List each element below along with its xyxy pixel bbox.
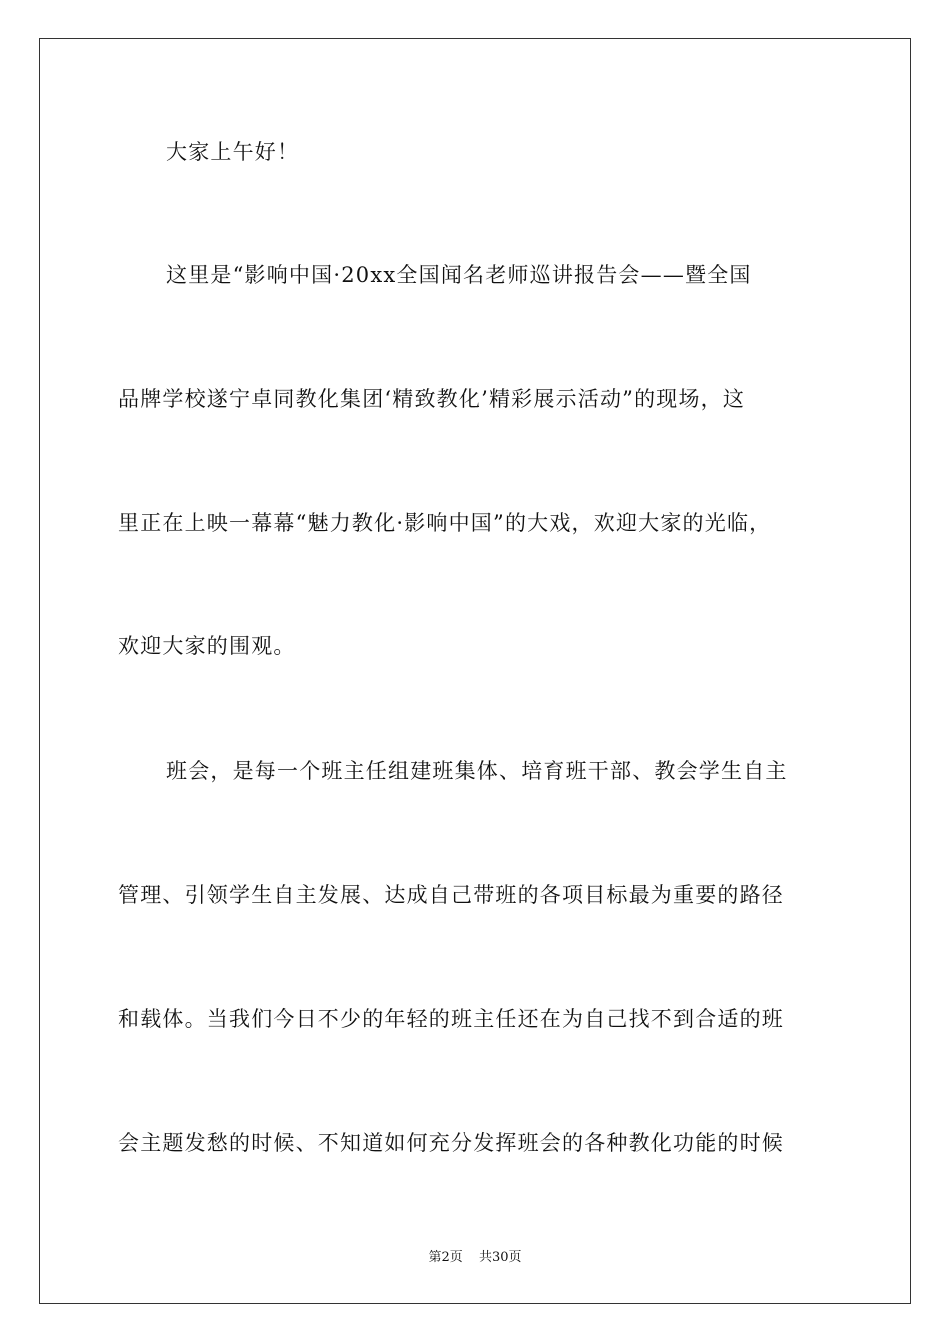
text-line: 班会，是每一个班主任组建班集体、培育班干部、教会学生自主 [166,759,788,783]
text-line: 这里是“影响中国·20xx全国闻名老师巡讲报告会——暨全国 [166,263,752,287]
page-number-current: 第2页 [428,1250,463,1265]
text-line: 管理、引领学生自主发展、达成自己带班的各项目标最为重要的路径 [118,883,784,907]
page-number-total: 共30页 [478,1250,522,1265]
text-line: 欢迎大家的围观。 [118,634,296,658]
text-line: 会主题发愁的时候、不知道如何充分发挥班会的各种教化功能的时候 [118,1131,784,1155]
page-frame [39,38,911,1304]
text-line: 大家上午好！ [166,140,300,164]
text-line: 品牌学校遂宁卓同教化集团‘精致教化’精彩展示活动”的现场，这 [118,387,746,411]
text-line: 和载体。当我们今日不少的年轻的班主任还在为自己找不到合适的班 [118,1007,784,1031]
page-footer [0,1246,950,1265]
text-line: 里正在上映一幕幕“魅力教化·影响中国”的大戏，欢迎大家的光临， [118,511,772,535]
